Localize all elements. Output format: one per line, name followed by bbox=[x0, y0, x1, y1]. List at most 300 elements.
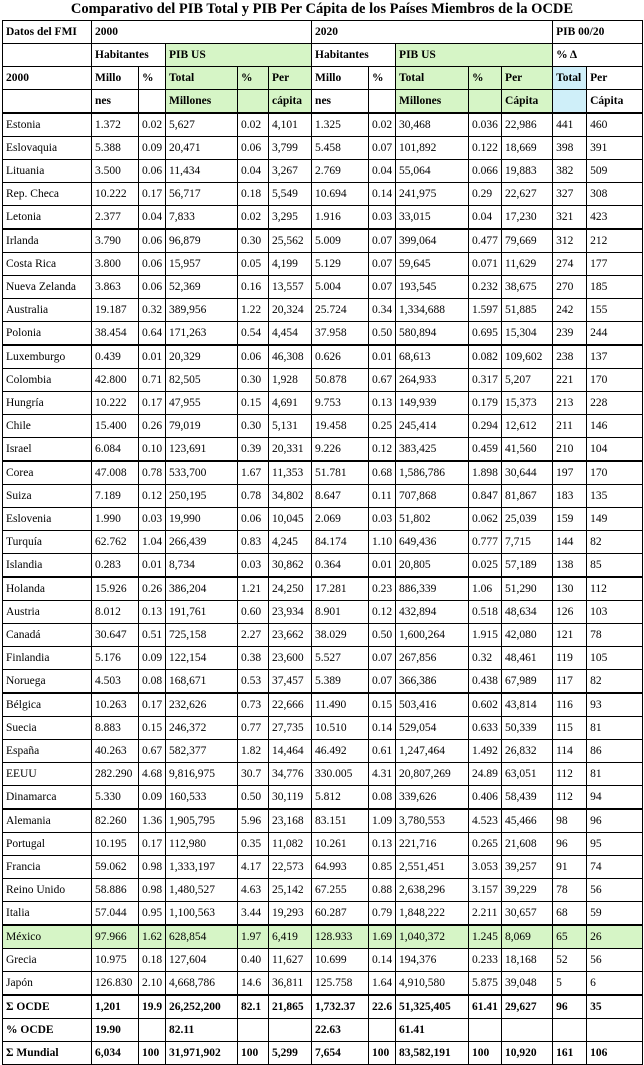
table-cell: 0.02 bbox=[238, 113, 269, 137]
table-row bbox=[3, 717, 643, 740]
table-cell: 1.372 bbox=[92, 113, 139, 137]
table-row bbox=[3, 183, 643, 206]
table-cell: 93 bbox=[587, 693, 643, 717]
table-cell: 0.01 bbox=[369, 554, 396, 578]
table-cell: 98 bbox=[553, 809, 587, 833]
table-cell: 1.898 bbox=[469, 461, 502, 485]
table-cell: 63,051 bbox=[502, 763, 553, 786]
table-cell: 67,989 bbox=[502, 670, 553, 694]
table-cell: 0.54 bbox=[238, 322, 269, 346]
table-cell: 245,414 bbox=[396, 415, 469, 438]
table-cell: 168,671 bbox=[166, 670, 238, 694]
table-cell: 34,802 bbox=[269, 485, 312, 508]
table-cell: 0.50 bbox=[238, 786, 269, 810]
table-cell: 5.875 bbox=[469, 972, 502, 996]
table-cell: 321 bbox=[553, 206, 587, 230]
header-empty bbox=[139, 90, 166, 114]
table-cell: 0.14 bbox=[369, 183, 396, 206]
table-cell: 5.176 bbox=[92, 647, 139, 670]
table-cell: 14.6 bbox=[238, 972, 269, 996]
table-cell: 2.211 bbox=[469, 902, 502, 926]
table-cell: 68 bbox=[553, 902, 587, 926]
table-cell: 529,054 bbox=[396, 717, 469, 740]
table-cell: 27,735 bbox=[269, 717, 312, 740]
table-cell: 0.67 bbox=[139, 740, 166, 763]
table-cell: 38.029 bbox=[312, 624, 369, 647]
table-cell: 0.06 bbox=[238, 508, 269, 531]
table-cell: 0.847 bbox=[469, 485, 502, 508]
table-cell: 6.084 bbox=[92, 438, 139, 462]
table-cell: 20,329 bbox=[166, 345, 238, 369]
summary-cell: 82.11 bbox=[166, 1019, 238, 1042]
country-name: Reino Unido bbox=[3, 879, 92, 902]
table-cell: 146 bbox=[587, 415, 643, 438]
table-cell: 0.04 bbox=[139, 206, 166, 230]
table-cell: 48,634 bbox=[502, 601, 553, 624]
summary-label: % OCDE bbox=[3, 1019, 92, 1042]
table-cell: 19.187 bbox=[92, 299, 139, 322]
table-cell: 0.50 bbox=[369, 624, 396, 647]
table-cell: 1.04 bbox=[139, 531, 166, 554]
table-cell: 0.95 bbox=[139, 902, 166, 926]
table-cell: 56,717 bbox=[166, 183, 238, 206]
table-cell: 45,466 bbox=[502, 809, 553, 833]
table-cell: 0.406 bbox=[469, 786, 502, 810]
table-cell: 62.762 bbox=[92, 531, 139, 554]
table-cell: 78 bbox=[553, 879, 587, 902]
table-cell: 52 bbox=[553, 949, 587, 972]
table-cell: 0.07 bbox=[369, 229, 396, 253]
summary-cell: 29,627 bbox=[502, 995, 553, 1019]
header-millones-2000: Millones bbox=[166, 90, 238, 114]
table-cell: 68,613 bbox=[396, 345, 469, 369]
summary-cell bbox=[587, 1019, 643, 1042]
table-cell: 0.066 bbox=[469, 160, 502, 183]
country-name: Japón bbox=[3, 972, 92, 996]
table-cell: 5.330 bbox=[92, 786, 139, 810]
table-cell: 11,353 bbox=[269, 461, 312, 485]
table-row bbox=[3, 113, 643, 137]
header-capita-2000: cápita bbox=[269, 90, 312, 114]
table-cell: 308 bbox=[587, 183, 643, 206]
table-row bbox=[3, 322, 643, 346]
table-cell: 0.459 bbox=[469, 438, 502, 462]
table-cell: 191,761 bbox=[166, 601, 238, 624]
table-cell: 246,372 bbox=[166, 717, 238, 740]
table-cell: 0.062 bbox=[469, 508, 502, 531]
table-cell: 1,480,527 bbox=[166, 879, 238, 902]
summary-label: Σ OCDE bbox=[3, 995, 92, 1019]
table-row bbox=[3, 206, 643, 230]
table-cell: 12,612 bbox=[502, 415, 553, 438]
table-cell: 4,199 bbox=[269, 253, 312, 276]
table-cell: 0.07 bbox=[369, 253, 396, 276]
table-cell: 628,854 bbox=[166, 925, 238, 949]
table-cell: 0.06 bbox=[139, 160, 166, 183]
table-cell: 2.769 bbox=[312, 160, 369, 183]
table-cell: 0.77 bbox=[238, 717, 269, 740]
table-cell: 13,557 bbox=[269, 276, 312, 299]
table-cell: 0.71 bbox=[139, 369, 166, 392]
table-cell: 81 bbox=[587, 717, 643, 740]
table-row bbox=[3, 902, 643, 926]
table-cell: 1.21 bbox=[238, 577, 269, 601]
header-datos: Datos del FMI bbox=[3, 21, 92, 44]
table-cell: 126.830 bbox=[92, 972, 139, 996]
table-cell: 112,980 bbox=[166, 833, 238, 856]
table-cell: 3.053 bbox=[469, 856, 502, 879]
table-cell: 0.02 bbox=[139, 113, 166, 137]
table-cell: 115 bbox=[553, 717, 587, 740]
table-title: Comparativo del PIB Total y PIB Per Cápita de los Países Miembros de la OCDE bbox=[70, 1, 574, 17]
country-name: Luxemburgo bbox=[3, 345, 92, 369]
table-cell: 4,101 bbox=[269, 113, 312, 137]
header-per-2000: Per bbox=[269, 67, 312, 90]
table-cell: 10.222 bbox=[92, 183, 139, 206]
table-cell: 432,894 bbox=[396, 601, 469, 624]
summary-label: Σ Mundial bbox=[3, 1042, 92, 1065]
table-cell: 0.13 bbox=[369, 833, 396, 856]
table-cell: 0.602 bbox=[469, 693, 502, 717]
summary-cell: 19.90 bbox=[92, 1019, 139, 1042]
table-cell: 97.966 bbox=[92, 925, 139, 949]
table-cell: 2,638,296 bbox=[396, 879, 469, 902]
table-cell: 183 bbox=[553, 485, 587, 508]
header-pct-pib-2000: % bbox=[238, 67, 269, 90]
table-cell: 17,230 bbox=[502, 206, 553, 230]
header-nes-2020: nes bbox=[312, 90, 369, 114]
table-cell: 96 bbox=[553, 833, 587, 856]
table-cell: 194,376 bbox=[396, 949, 469, 972]
table-cell: 19,883 bbox=[502, 160, 553, 183]
table-cell: 59,645 bbox=[396, 253, 469, 276]
header-total-delta: Total bbox=[553, 67, 587, 90]
table-cell: 3.800 bbox=[92, 253, 139, 276]
table-cell: 1.82 bbox=[238, 740, 269, 763]
table-cell: 37,457 bbox=[269, 670, 312, 694]
table-cell: 22,573 bbox=[269, 856, 312, 879]
table-cell: 0.85 bbox=[369, 856, 396, 879]
table-cell: 6 bbox=[587, 972, 643, 996]
table-cell: 25,039 bbox=[502, 508, 553, 531]
table-cell: 0.17 bbox=[139, 392, 166, 415]
table-cell: 57.044 bbox=[92, 902, 139, 926]
table-cell: 11,627 bbox=[269, 949, 312, 972]
table-cell: 0.695 bbox=[469, 322, 502, 346]
table-cell: 43,814 bbox=[502, 693, 553, 717]
table-cell: 149 bbox=[587, 508, 643, 531]
table-cell: 0.06 bbox=[238, 137, 269, 160]
table-cell: 0.025 bbox=[469, 554, 502, 578]
header-row-years bbox=[3, 21, 643, 44]
table-cell: 23,934 bbox=[269, 601, 312, 624]
country-name: México bbox=[3, 925, 92, 949]
header-pct-pib-2020: % bbox=[469, 67, 502, 90]
country-name: Costa Rica bbox=[3, 253, 92, 276]
table-cell: 0.18 bbox=[139, 949, 166, 972]
table-cell: 23,168 bbox=[269, 809, 312, 833]
table-cell: 0.15 bbox=[238, 392, 269, 415]
country-name: Islandia bbox=[3, 554, 92, 578]
table-cell: 10.222 bbox=[92, 392, 139, 415]
header-pct-hab-2020: % bbox=[369, 67, 396, 90]
table-row bbox=[3, 531, 643, 554]
table-cell: 103 bbox=[587, 601, 643, 624]
header-pibus-2000: PIB US bbox=[166, 44, 312, 67]
table-cell: 5.009 bbox=[312, 229, 369, 253]
table-cell: 159 bbox=[553, 508, 587, 531]
table-cell: 399,064 bbox=[396, 229, 469, 253]
table-cell: 48,461 bbox=[502, 647, 553, 670]
table-row bbox=[3, 461, 643, 485]
summary-cell: 7,654 bbox=[312, 1042, 369, 1065]
country-name: Bélgica bbox=[3, 693, 92, 717]
table-cell: 282.290 bbox=[92, 763, 139, 786]
table-cell: 52,369 bbox=[166, 276, 238, 299]
table-cell: 1.64 bbox=[369, 972, 396, 996]
table-cell: 8.012 bbox=[92, 601, 139, 624]
table-cell: 20,324 bbox=[269, 299, 312, 322]
table-row bbox=[3, 786, 643, 810]
header-row-columns bbox=[3, 67, 643, 90]
table-cell: 19,293 bbox=[269, 902, 312, 926]
header-empty bbox=[369, 90, 396, 114]
country-name: Chile bbox=[3, 415, 92, 438]
table-cell: 82.260 bbox=[92, 809, 139, 833]
table-cell: 1,040,372 bbox=[396, 925, 469, 949]
table-row bbox=[3, 229, 643, 253]
table-row bbox=[3, 693, 643, 717]
summary-row bbox=[3, 1042, 643, 1065]
table-cell: 59.062 bbox=[92, 856, 139, 879]
table-cell: 1,848,222 bbox=[396, 902, 469, 926]
table-cell: 55,064 bbox=[396, 160, 469, 183]
table-cell: 15,373 bbox=[502, 392, 553, 415]
table-cell: 19.458 bbox=[312, 415, 369, 438]
table-cell: 0.53 bbox=[238, 670, 269, 694]
table-cell: 26 bbox=[587, 925, 643, 949]
table-cell: 51,290 bbox=[502, 577, 553, 601]
table-cell: 56 bbox=[587, 949, 643, 972]
table-cell: 312 bbox=[553, 229, 587, 253]
table-cell: 228 bbox=[587, 392, 643, 415]
table-cell: 25,562 bbox=[269, 229, 312, 253]
table-cell: 149,939 bbox=[396, 392, 469, 415]
summary-cell: 5,299 bbox=[269, 1042, 312, 1065]
table-cell: 144 bbox=[553, 531, 587, 554]
header-empty bbox=[553, 90, 587, 114]
table-cell: 170 bbox=[587, 461, 643, 485]
table-row bbox=[3, 137, 643, 160]
summary-cell bbox=[469, 1019, 502, 1042]
table-cell: 0.60 bbox=[238, 601, 269, 624]
country-name: Dinamarca bbox=[3, 786, 92, 810]
country-name: España bbox=[3, 740, 92, 763]
table-cell: 391 bbox=[587, 137, 643, 160]
country-name: Hungría bbox=[3, 392, 92, 415]
summary-cell: 10,920 bbox=[502, 1042, 553, 1065]
table-cell: 5.96 bbox=[238, 809, 269, 833]
table-cell: 1.62 bbox=[139, 925, 166, 949]
table-cell: 138 bbox=[553, 554, 587, 578]
table-cell: 7,715 bbox=[502, 531, 553, 554]
table-cell: 14,464 bbox=[269, 740, 312, 763]
table-cell: 23,662 bbox=[269, 624, 312, 647]
table-cell: 112 bbox=[553, 763, 587, 786]
table-cell: 30,468 bbox=[396, 113, 469, 137]
table-cell: 23,600 bbox=[269, 647, 312, 670]
table-cell: 42.800 bbox=[92, 369, 139, 392]
table-cell: 67.255 bbox=[312, 879, 369, 902]
table-cell: 725,158 bbox=[166, 624, 238, 647]
table-cell: 0.03 bbox=[238, 554, 269, 578]
summary-cell bbox=[139, 1019, 166, 1042]
table-cell: 0.78 bbox=[238, 485, 269, 508]
table-cell: 582,377 bbox=[166, 740, 238, 763]
table-cell: 0.179 bbox=[469, 392, 502, 415]
table-cell: 137 bbox=[587, 345, 643, 369]
table-cell: 20,471 bbox=[166, 137, 238, 160]
table-cell: 86 bbox=[587, 740, 643, 763]
table-cell: 0.98 bbox=[139, 856, 166, 879]
table-cell: 0.10 bbox=[139, 438, 166, 462]
table-cell: 0.67 bbox=[369, 369, 396, 392]
table-cell: 0.12 bbox=[139, 485, 166, 508]
table-row bbox=[3, 647, 643, 670]
table-cell: 17.281 bbox=[312, 577, 369, 601]
header-row-year: 2000 bbox=[3, 67, 92, 90]
table-cell: 128.933 bbox=[312, 925, 369, 949]
table-cell: 2.27 bbox=[238, 624, 269, 647]
summary-cell: 1,732.37 bbox=[312, 995, 369, 1019]
summary-row bbox=[3, 1019, 643, 1042]
table-cell: 0.036 bbox=[469, 113, 502, 137]
table-cell: 50.878 bbox=[312, 369, 369, 392]
table-cell: 5,131 bbox=[269, 415, 312, 438]
table-cell: 6,419 bbox=[269, 925, 312, 949]
table-cell: 24,250 bbox=[269, 577, 312, 601]
table-cell: 30,644 bbox=[502, 461, 553, 485]
table-cell: 1,600,264 bbox=[396, 624, 469, 647]
table-cell: 15,304 bbox=[502, 322, 553, 346]
table-cell: 0.03 bbox=[369, 206, 396, 230]
table-cell: 22,666 bbox=[269, 693, 312, 717]
country-name: Francia bbox=[3, 856, 92, 879]
table-cell: 155 bbox=[587, 299, 643, 322]
country-name: Suiza bbox=[3, 485, 92, 508]
table-cell: 0.071 bbox=[469, 253, 502, 276]
table-cell: 83.151 bbox=[312, 809, 369, 833]
table-cell: 7.189 bbox=[92, 485, 139, 508]
table-cell: 15,957 bbox=[166, 253, 238, 276]
table-cell: 4.63 bbox=[238, 879, 269, 902]
table-cell: 441 bbox=[553, 113, 587, 137]
table-cell: 212 bbox=[587, 229, 643, 253]
table-cell: 5.388 bbox=[92, 137, 139, 160]
table-cell: 11,082 bbox=[269, 833, 312, 856]
table-row bbox=[3, 763, 643, 786]
table-row bbox=[3, 601, 643, 624]
summary-cell: 106 bbox=[587, 1042, 643, 1065]
table-cell: 0.40 bbox=[238, 949, 269, 972]
table-cell: 117 bbox=[553, 670, 587, 694]
country-name: Polonia bbox=[3, 322, 92, 346]
table-cell: 126 bbox=[553, 601, 587, 624]
table-cell: 0.32 bbox=[469, 647, 502, 670]
table-cell: 0.03 bbox=[139, 508, 166, 531]
table-cell: 30.7 bbox=[238, 763, 269, 786]
table-cell: 85 bbox=[587, 554, 643, 578]
table-cell: 2.10 bbox=[139, 972, 166, 996]
table-cell: 398 bbox=[553, 137, 587, 160]
header-capita-2020: Cápita bbox=[502, 90, 553, 114]
table-cell: 503,416 bbox=[396, 693, 469, 717]
table-cell: 21,608 bbox=[502, 833, 553, 856]
table-cell: 213 bbox=[553, 392, 587, 415]
table-cell: 0.79 bbox=[369, 902, 396, 926]
table-cell: 47,955 bbox=[166, 392, 238, 415]
table-cell: 4,454 bbox=[269, 322, 312, 346]
table-cell: 221,716 bbox=[396, 833, 469, 856]
header-pct-hab-2000: % bbox=[139, 67, 166, 90]
summary-cell bbox=[553, 1019, 587, 1042]
header-pib-00-20: PIB 00/20 bbox=[553, 21, 643, 44]
table-cell: 119 bbox=[553, 647, 587, 670]
table-cell: 266,439 bbox=[166, 531, 238, 554]
table-cell: 0.51 bbox=[139, 624, 166, 647]
table-cell: 0.73 bbox=[238, 693, 269, 717]
table-cell: 84.174 bbox=[312, 531, 369, 554]
country-name: Eslovenia bbox=[3, 508, 92, 531]
table-cell: 171,263 bbox=[166, 322, 238, 346]
country-name: Suecia bbox=[3, 717, 92, 740]
table-cell: 1.06 bbox=[469, 577, 502, 601]
table-cell: 39,229 bbox=[502, 879, 553, 902]
table-cell: 79,019 bbox=[166, 415, 238, 438]
header-empty bbox=[238, 90, 269, 114]
country-name: Grecia bbox=[3, 949, 92, 972]
table-cell: 339,626 bbox=[396, 786, 469, 810]
table-cell: 38.454 bbox=[92, 322, 139, 346]
table-cell: 104 bbox=[587, 438, 643, 462]
table-cell: 366,386 bbox=[396, 670, 469, 694]
table-cell: 242 bbox=[553, 299, 587, 322]
summary-cell: 96 bbox=[553, 995, 587, 1019]
table-cell: 0.777 bbox=[469, 531, 502, 554]
table-cell: 1.67 bbox=[238, 461, 269, 485]
table-cell: 10.975 bbox=[92, 949, 139, 972]
summary-cell bbox=[502, 1019, 553, 1042]
table-cell: 5.004 bbox=[312, 276, 369, 299]
table-cell: 0.11 bbox=[369, 485, 396, 508]
table-row bbox=[3, 299, 643, 322]
summary-cell bbox=[369, 1019, 396, 1042]
header-total-2000: Total bbox=[166, 67, 238, 90]
table-row bbox=[3, 554, 643, 578]
table-cell: 0.17 bbox=[139, 833, 166, 856]
table-cell: 121 bbox=[553, 624, 587, 647]
table-cell: 58,439 bbox=[502, 786, 553, 810]
table-cell: 0.14 bbox=[369, 717, 396, 740]
table-cell: 0.09 bbox=[139, 786, 166, 810]
table-cell: 5.389 bbox=[312, 670, 369, 694]
table-cell: 0.438 bbox=[469, 670, 502, 694]
table-cell: 0.294 bbox=[469, 415, 502, 438]
summary-cell: 83,582,191 bbox=[396, 1042, 469, 1065]
table-cell: 0.64 bbox=[139, 322, 166, 346]
table-cell: 3.500 bbox=[92, 160, 139, 183]
table-row bbox=[3, 972, 643, 996]
